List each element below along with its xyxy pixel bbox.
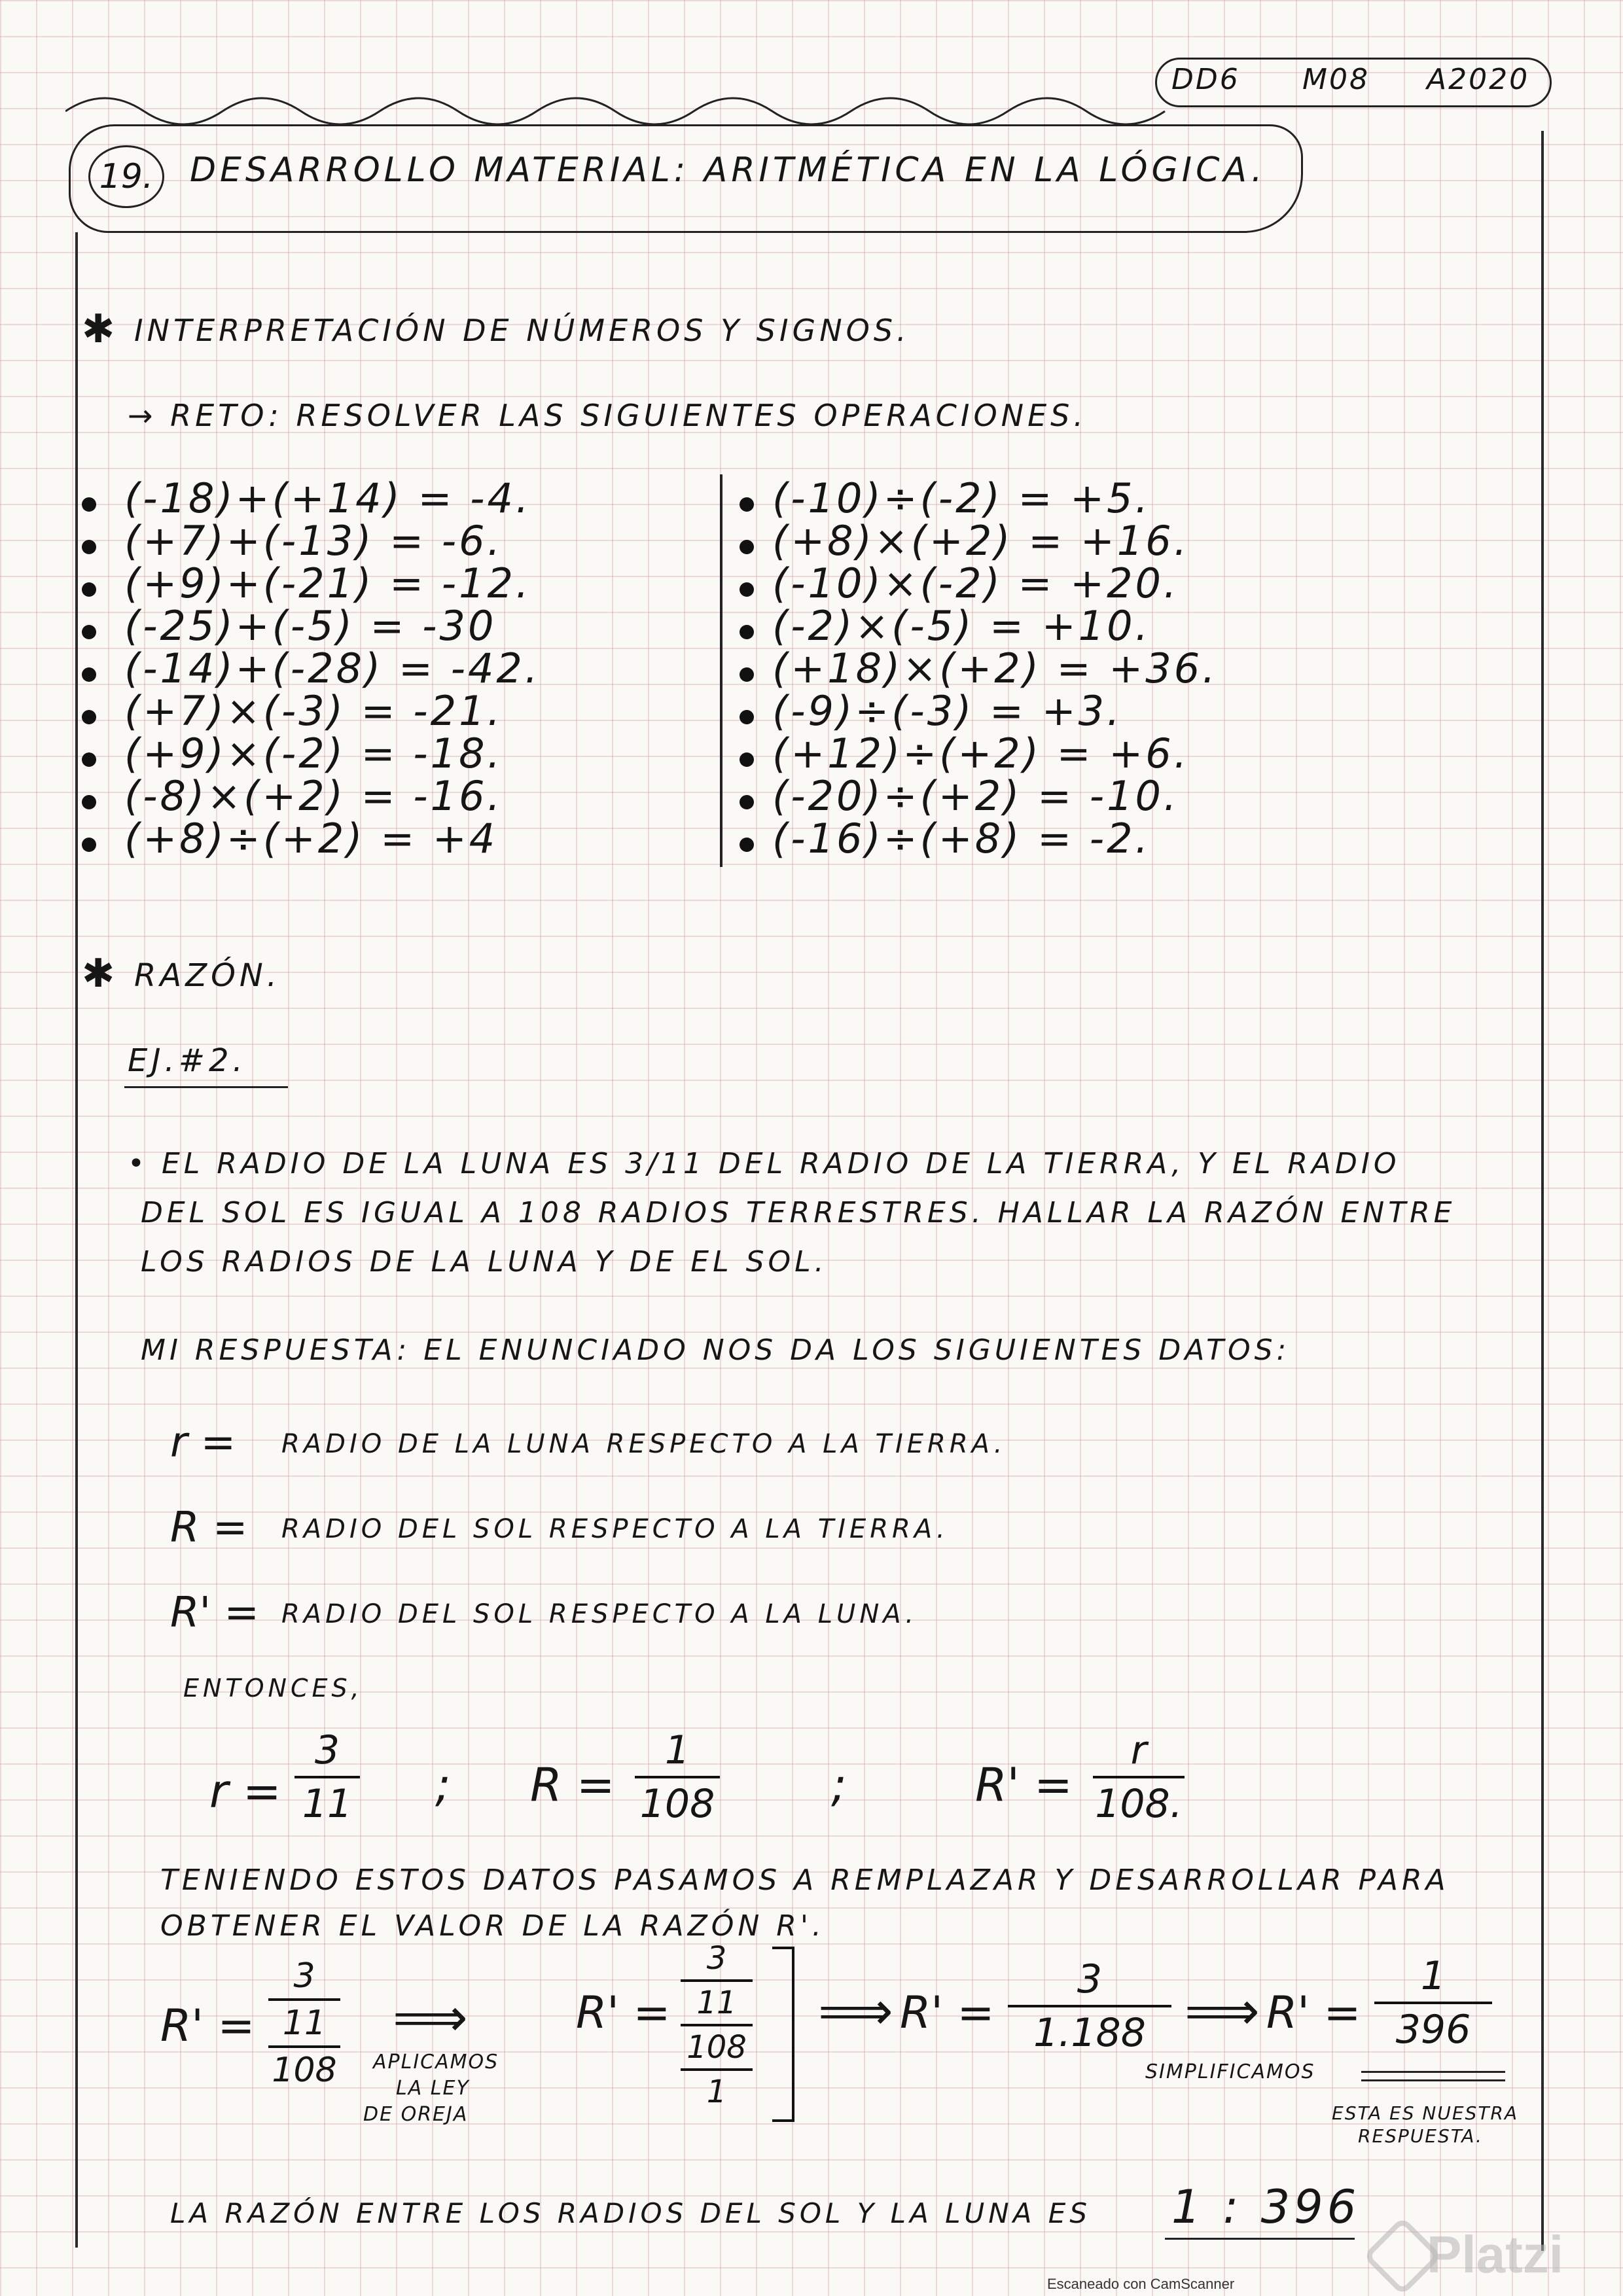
left-op: (-25)+(-5) = -30: [124, 602, 497, 650]
replace-line: TENIENDO ESTOS DATOS PASAMOS A REMPLAZAR Y DESARROLLAR PARA: [160, 1863, 1450, 1897]
step4-den: 396: [1395, 2007, 1471, 2053]
eq-Rp-fraction: [1093, 1727, 1185, 1827]
eq-r-fraction: [294, 1727, 360, 1827]
left-op: (+9)+(-21) = -12.: [124, 559, 531, 607]
replace-line: OBTENER EL VALOR DE LA RAZÓN R'.: [160, 1909, 825, 1943]
top-wave-decoration: [65, 85, 1571, 124]
step1-num-top: 3: [293, 1956, 315, 1996]
eq-Rp-num: r: [1130, 1727, 1147, 1773]
step4-fraction: [1374, 1953, 1492, 2053]
bullet-icon: [740, 497, 754, 512]
bracket: [772, 1947, 794, 2122]
fraction-bar: [681, 2068, 753, 2071]
eq-Rp-lhs: R' =: [975, 1758, 1073, 1812]
note-answer: ESTA ES NUESTRA: [1332, 2102, 1519, 2124]
fraction-bar: [681, 2024, 753, 2026]
step2-c: 108: [687, 2029, 747, 2066]
step1-den: 108: [272, 2051, 337, 2090]
fraction-bar: [635, 1776, 720, 1778]
definition-text: RADIO DEL SOL RESPECTO A LA TIERRA.: [281, 1514, 949, 1544]
step1-num-bot: 11: [282, 2004, 327, 2043]
right-op: (-10)×(-2) = +20.: [772, 559, 1179, 607]
step2-b: 11: [696, 1985, 737, 2021]
left-op: (-18)+(+14) = -4.: [124, 474, 531, 522]
arrow-icon: ⟹: [1185, 1981, 1260, 2041]
step2-lhs: R' =: [576, 1987, 671, 2039]
example-label: EJ.#2.: [128, 1042, 247, 1079]
bullet-icon: [740, 582, 754, 597]
step3-num: 3: [1077, 1956, 1103, 2002]
fraction-bar: [1374, 2002, 1492, 2004]
conclusion-underline: [1165, 2238, 1355, 2240]
section2-heading: RAZÓN.: [134, 957, 281, 994]
bullet-icon: [740, 838, 754, 852]
left-margin-line: [75, 232, 78, 2248]
bullet-icon: [82, 710, 96, 724]
bullet-icon: [740, 752, 754, 767]
eq-R-den: 108: [639, 1781, 715, 1827]
left-op: (-14)+(-28) = -42.: [124, 645, 541, 692]
eq-r-lhs: r =: [209, 1765, 281, 1818]
definition-text: RADIO DE LA LUNA RESPECTO A LA TIERRA.: [281, 1429, 1007, 1459]
step2-d: 1: [706, 2074, 727, 2110]
right-margin-line: [1541, 131, 1544, 2251]
step3-lhs: R' =: [900, 1987, 995, 2039]
problem-line: DEL SOL ES IGUAL A 108 RADIOS TERRESTRES. HALLAR LA RAZÓN ENTRE: [141, 1196, 1456, 1229]
problem-line: LOS RADIOS DE LA LUNA Y DE EL SOL.: [141, 1245, 828, 1279]
right-op: (-20)÷(+2) = -10.: [772, 772, 1179, 820]
entry-number: 19.: [88, 145, 164, 208]
definition-symbol: r =: [170, 1419, 236, 1467]
section1-heading: INTERPRETACIÓN DE NÚMEROS Y SIGNOS.: [134, 313, 910, 348]
challenge-text: → RETO: RESOLVER LAS SIGUIENTES OPERACIONES.: [128, 398, 1087, 433]
answer-underline: [1361, 2079, 1505, 2081]
fraction-bar: [268, 1998, 340, 2001]
fraction-bar: [294, 1776, 360, 1778]
fraction-bar: [268, 2045, 340, 2048]
eq-Rp-den: 108.: [1095, 1781, 1183, 1827]
eq-R-num: 1: [664, 1727, 690, 1773]
bullet-icon: [82, 497, 96, 512]
left-op: (+7)+(-13) = -6.: [124, 517, 503, 565]
definition-text: RADIO DEL SOL RESPECTO A LA LUNA.: [281, 1599, 918, 1629]
note-oreja: APLICAMOS: [373, 2051, 499, 2074]
step2-fraction: [681, 1940, 753, 2110]
column-divider: [720, 474, 722, 867]
answer-underline: [1361, 2071, 1505, 2073]
note-answer: RESPUESTA.: [1358, 2125, 1483, 2147]
entonces-label: ENTONCES,: [183, 1674, 363, 1703]
step4-num: 1: [1420, 1953, 1446, 1999]
right-op: (-9)÷(-3) = +3.: [772, 687, 1122, 735]
bullet-icon: [740, 710, 754, 724]
conclusion-value: 1 : 396: [1171, 2180, 1361, 2234]
right-op: (-10)÷(-2) = +5.: [772, 474, 1151, 522]
bullet-icon: [82, 667, 96, 682]
date-month: M08: [1302, 63, 1370, 96]
step3-fraction: [1008, 1956, 1171, 2056]
separator: ;: [831, 1758, 847, 1812]
star-icon: ✱: [82, 951, 115, 997]
conclusion-text: LA RAZÓN ENTRE LOS RADIOS DEL SOL Y LA LUNA ES: [170, 2197, 1091, 2229]
eq-R-fraction: [635, 1727, 720, 1827]
definition-symbol: R' =: [170, 1589, 260, 1637]
right-op: (-2)×(-5) = +10.: [772, 602, 1151, 650]
arrow-icon: ⟹: [818, 1981, 893, 2041]
bullet-icon: [740, 667, 754, 682]
bullet-icon: [82, 838, 96, 852]
date-day: DD6: [1171, 63, 1240, 96]
problem-line: • EL RADIO DE LA LUNA ES 3/11 DEL RADIO DE LA TIERRA, Y EL RADIO: [128, 1147, 1400, 1180]
right-op: (-16)÷(+8) = -2.: [772, 815, 1151, 862]
left-op: (+8)÷(+2) = +4: [124, 815, 498, 862]
page-title: DESARROLLO MATERIAL: ARITMÉTICA EN LA LÓGICA.: [190, 150, 1266, 190]
arrow-icon: ⟹: [393, 1987, 468, 2048]
step2-a: 3: [706, 1940, 727, 1977]
bullet-icon: [740, 540, 754, 554]
right-op: (+8)×(+2) = +16.: [772, 517, 1190, 565]
date-year: A2020: [1427, 63, 1530, 96]
step1-fraction: [268, 1956, 340, 2090]
note-oreja: DE OREJA: [363, 2103, 469, 2126]
star-icon: ✱: [82, 306, 115, 352]
definition-symbol: R =: [170, 1504, 248, 1552]
step4-lhs: R' =: [1266, 1987, 1361, 2039]
bullet-icon: [82, 795, 96, 809]
left-op: (-8)×(+2) = -16.: [124, 772, 503, 820]
eq-r-den: 11: [302, 1781, 353, 1827]
fraction-bar: [1008, 2005, 1171, 2007]
example-underline: [124, 1086, 288, 1088]
eq-R-lhs: R =: [530, 1758, 615, 1812]
left-op: (+9)×(-2) = -18.: [124, 730, 503, 777]
bullet-icon: [82, 582, 96, 597]
right-op: (+12)÷(+2) = +6.: [772, 730, 1190, 777]
scanner-caption: Escaneado con CamScanner: [1047, 2276, 1235, 2292]
right-op: (+18)×(+2) = +36.: [772, 645, 1218, 692]
bullet-icon: [82, 540, 96, 554]
note-oreja: LA LEY: [396, 2077, 470, 2100]
fraction-bar: [681, 1979, 753, 1982]
note-simplify: SIMPLIFICAMOS: [1145, 2060, 1315, 2083]
bullet-icon: [740, 625, 754, 639]
answer-intro: MI RESPUESTA: EL ENUNCIADO NOS DA LOS SIGUIENTES DATOS:: [141, 1333, 1291, 1367]
separator: ;: [435, 1758, 451, 1812]
left-op: (+7)×(-3) = -21.: [124, 687, 503, 735]
platzi-watermark: Platzi: [1427, 2225, 1563, 2284]
fraction-bar: [1093, 1776, 1185, 1778]
bullet-icon: [82, 625, 96, 639]
bullet-icon: [82, 752, 96, 767]
step3-den: 1.188: [1033, 2010, 1146, 2056]
bullet-icon: [740, 795, 754, 809]
step1-lhs: R' =: [160, 2000, 255, 2052]
eq-r-num: 3: [314, 1727, 340, 1773]
